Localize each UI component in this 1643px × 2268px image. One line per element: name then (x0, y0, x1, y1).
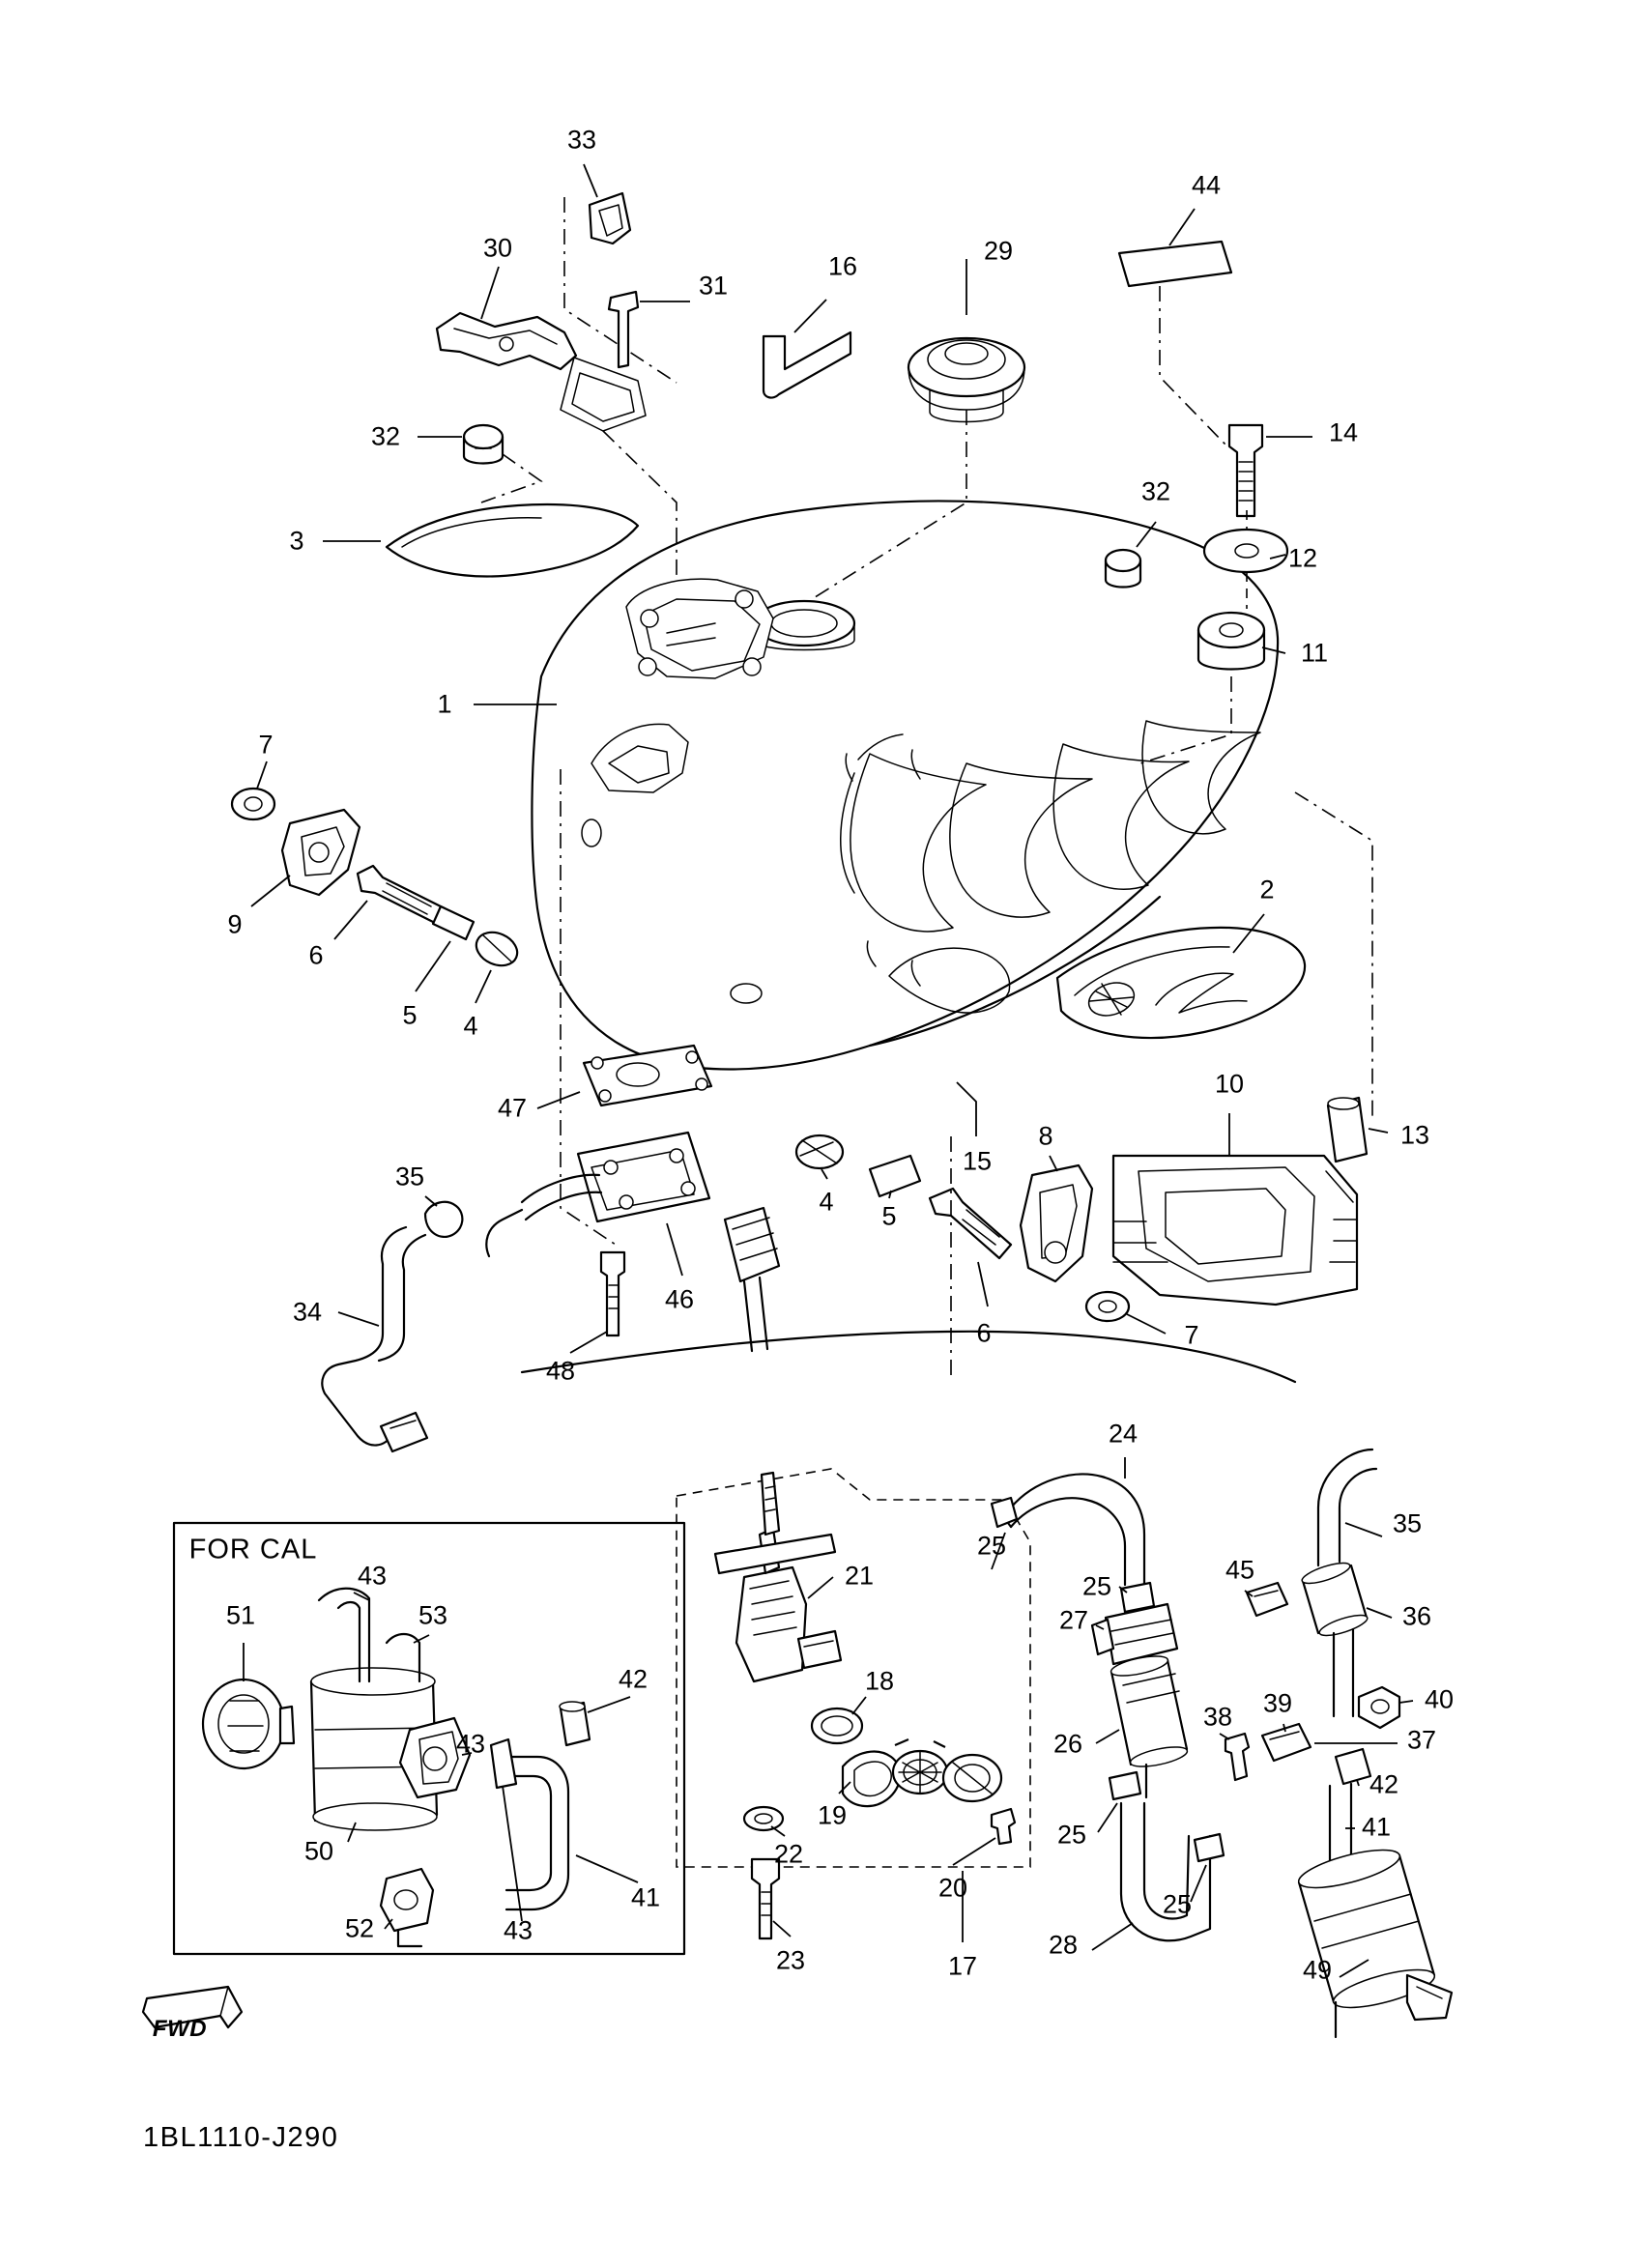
callout-35-right: 35 (1392, 1508, 1423, 1538)
callout-8: 8 (1038, 1121, 1053, 1151)
callout-50: 50 (303, 1836, 334, 1866)
callout-53: 53 (418, 1600, 448, 1630)
cal-box-label: FOR CAL (188, 1534, 318, 1565)
callout-44: 44 (1191, 170, 1222, 200)
callout-41-b: 41 (630, 1882, 661, 1912)
callout-49: 49 (1302, 1955, 1333, 1985)
callout-25-c: 25 (1056, 1820, 1087, 1850)
callout-42-a: 42 (618, 1664, 649, 1694)
callout-23: 23 (775, 1945, 806, 1975)
callout-5-left: 5 (402, 1000, 418, 1030)
callout-32-right: 32 (1140, 476, 1171, 506)
callout-14: 14 (1328, 417, 1359, 447)
callout-47: 47 (497, 1093, 528, 1123)
fwd-marker-label: FWD (152, 2016, 208, 2042)
callout-13: 13 (1399, 1120, 1430, 1150)
callout-48: 48 (545, 1356, 576, 1386)
callout-4-left: 4 (463, 1011, 478, 1041)
callout-43-c: 43 (503, 1915, 533, 1945)
callout-12: 12 (1287, 543, 1318, 573)
callout-19: 19 (817, 1800, 848, 1830)
callout-36: 36 (1401, 1601, 1432, 1631)
callout-7-left: 7 (258, 730, 274, 760)
callout-35-left: 35 (394, 1162, 425, 1191)
callout-37: 37 (1406, 1725, 1437, 1755)
callout-6-right: 6 (976, 1318, 992, 1348)
callout-26: 26 (1052, 1729, 1083, 1759)
callout-21: 21 (844, 1561, 875, 1591)
callout-25-b: 25 (1081, 1571, 1112, 1601)
callout-41-a: 41 (1361, 1812, 1392, 1842)
callout-18: 18 (864, 1666, 895, 1696)
callout-42-b: 42 (1369, 1769, 1399, 1799)
callout-6-left: 6 (308, 940, 324, 970)
callout-51: 51 (225, 1600, 256, 1630)
callout-16: 16 (827, 251, 858, 281)
callout-30: 30 (482, 233, 513, 263)
callout-33: 33 (566, 125, 597, 155)
diagram-code-label: 1BL1110-J290 (143, 2122, 339, 2153)
callout-20: 20 (937, 1873, 968, 1903)
callout-1: 1 (437, 689, 452, 719)
callout-39: 39 (1262, 1688, 1293, 1718)
callout-34: 34 (292, 1297, 323, 1327)
callout-32-left: 32 (370, 421, 401, 451)
callout-29: 29 (983, 236, 1014, 266)
callout-10: 10 (1214, 1069, 1245, 1099)
callout-25-d: 25 (1162, 1889, 1193, 1919)
callout-24: 24 (1108, 1419, 1139, 1449)
callout-4-right: 4 (819, 1187, 834, 1217)
callout-22: 22 (773, 1839, 804, 1869)
callout-2: 2 (1259, 875, 1275, 904)
callout-45: 45 (1225, 1555, 1255, 1585)
callout-46: 46 (664, 1284, 695, 1314)
callout-15: 15 (962, 1146, 993, 1176)
callout-17: 17 (947, 1951, 978, 1981)
callout-43-b: 43 (455, 1729, 486, 1759)
callout-43-a: 43 (357, 1561, 388, 1591)
callout-9: 9 (227, 909, 243, 939)
callout-3: 3 (289, 526, 304, 556)
callout-40: 40 (1424, 1684, 1455, 1714)
callout-5-right: 5 (881, 1201, 897, 1231)
callout-38: 38 (1202, 1702, 1233, 1732)
callout-31: 31 (698, 271, 729, 301)
callout-25-a: 25 (976, 1531, 1007, 1561)
callout-27: 27 (1058, 1605, 1089, 1635)
callout-52: 52 (344, 1913, 375, 1943)
callout-7-right: 7 (1184, 1320, 1199, 1350)
callout-28: 28 (1048, 1930, 1079, 1960)
callout-11: 11 (1300, 638, 1329, 668)
